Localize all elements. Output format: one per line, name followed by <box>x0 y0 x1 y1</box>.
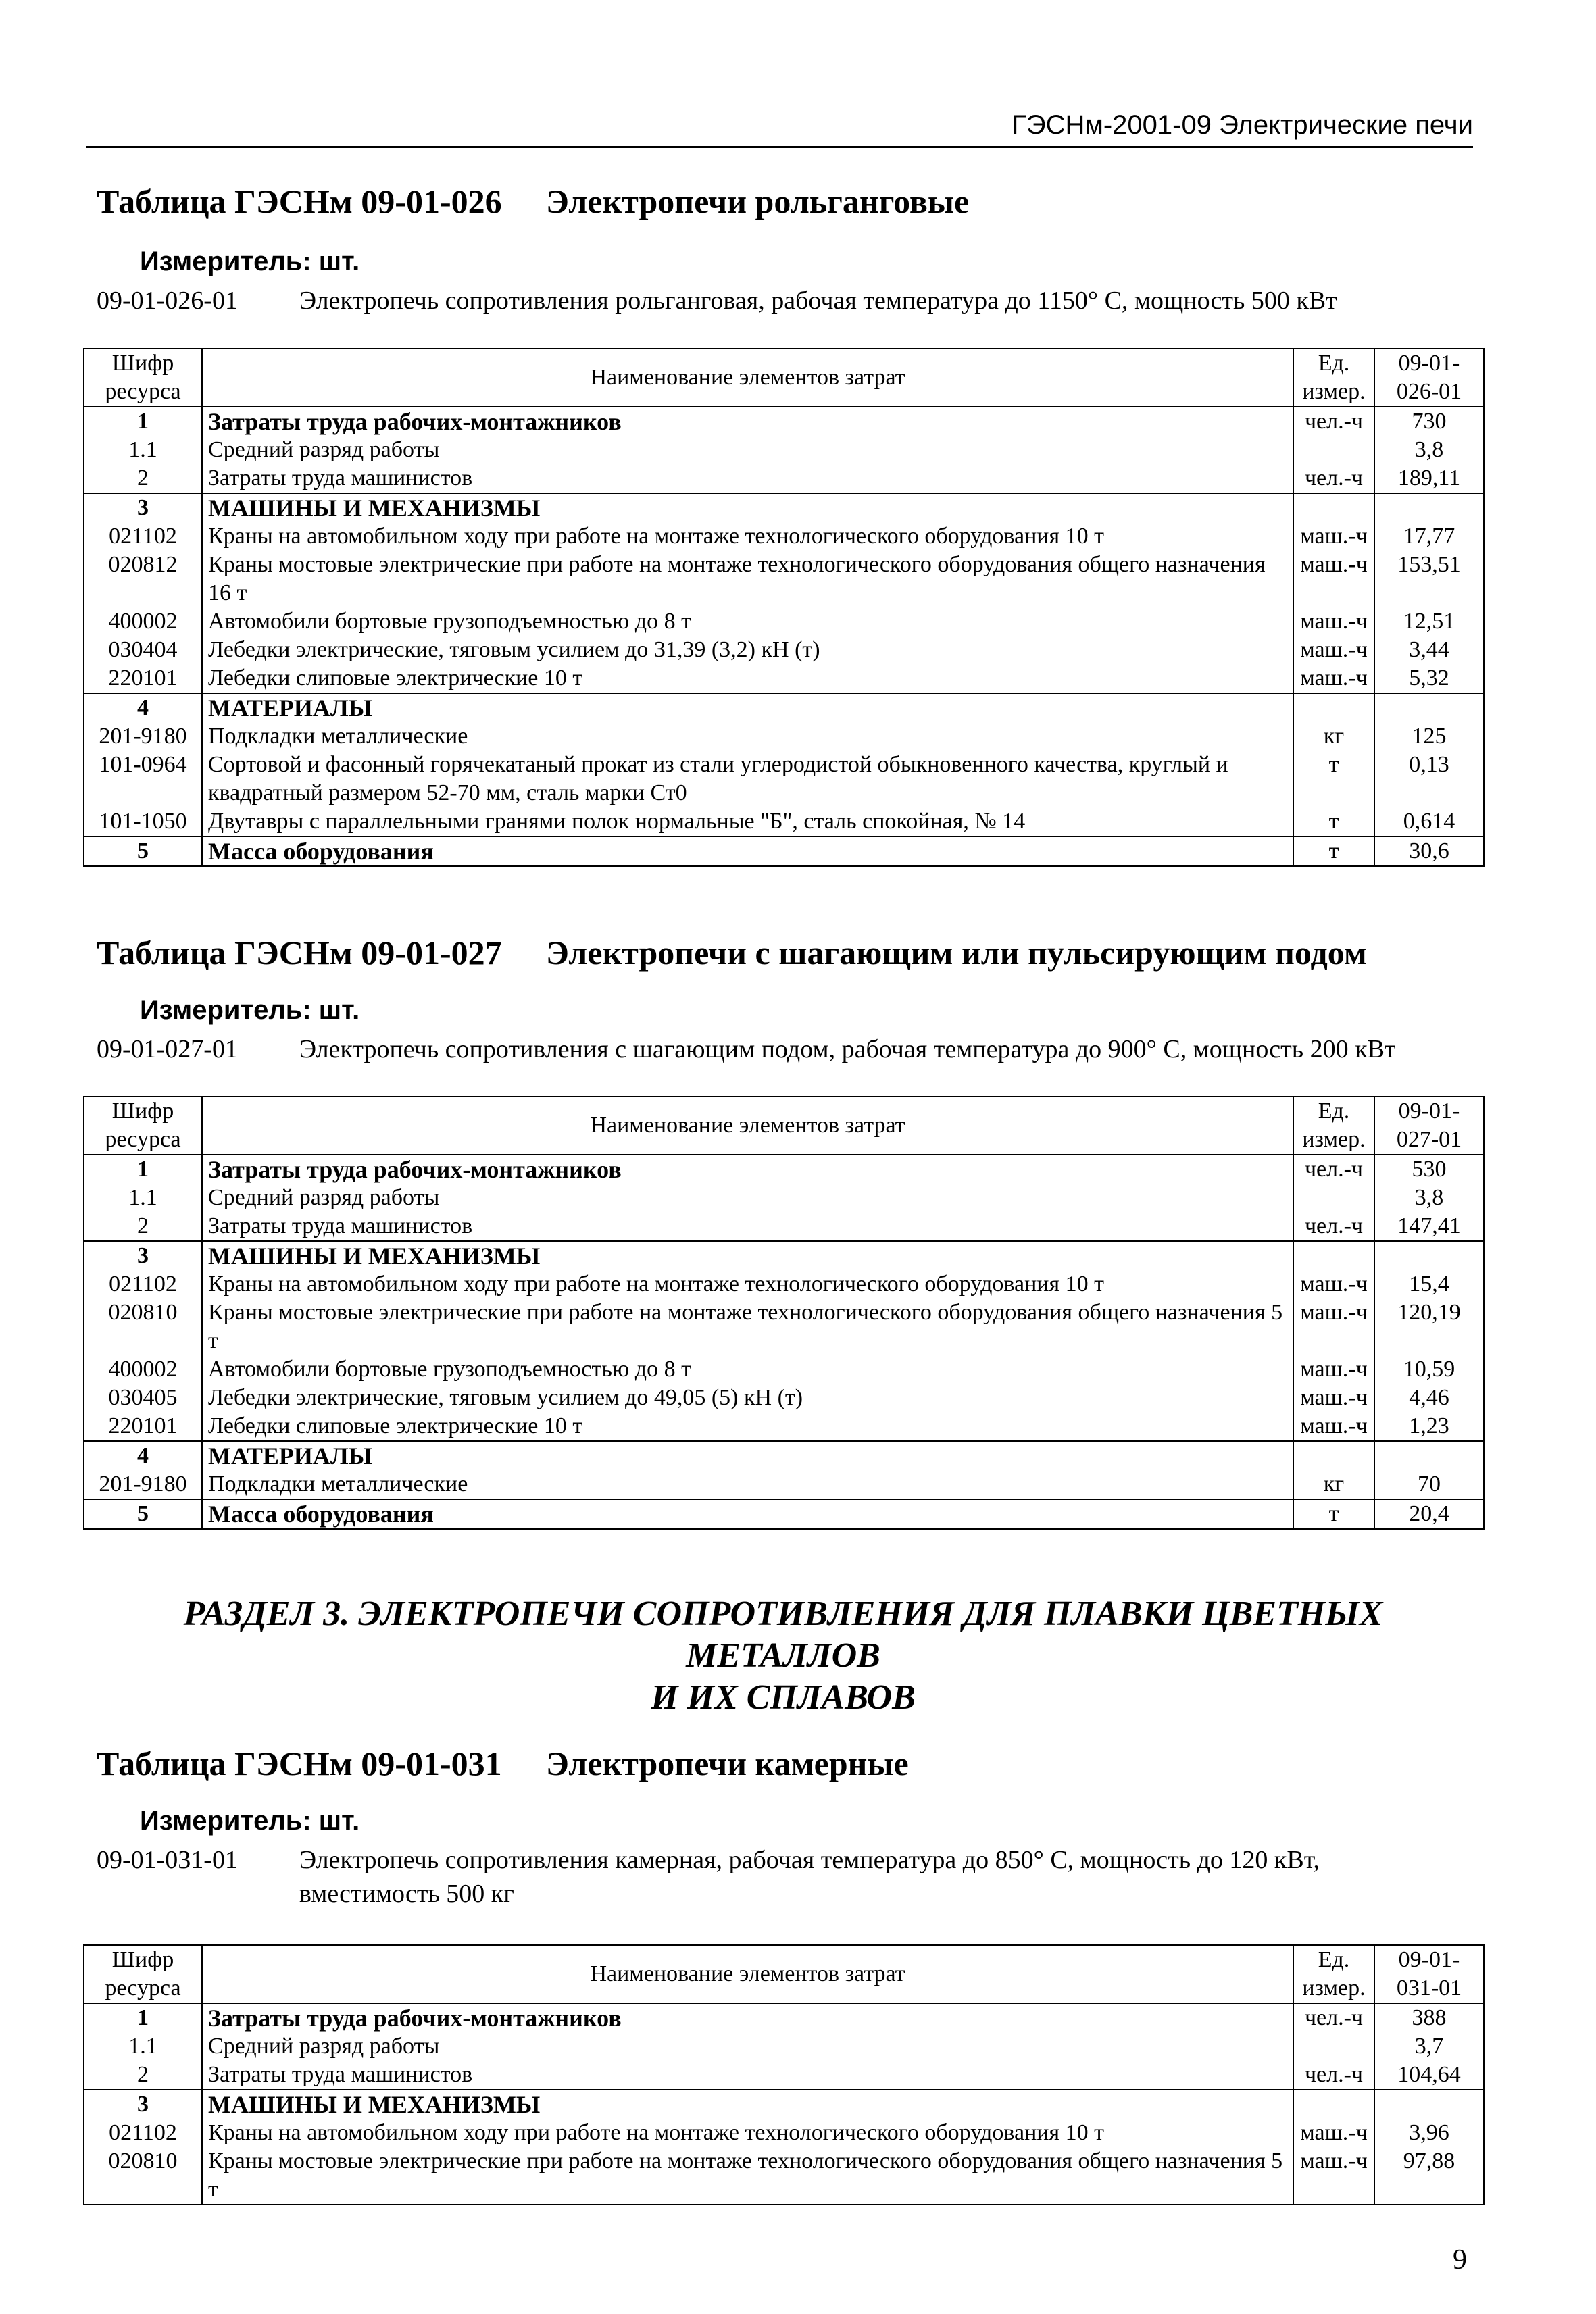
cell-code: 2 <box>84 1212 202 1241</box>
cell-code: 1.1 <box>84 1184 202 1212</box>
section-heading-line1: РАЗДЕЛ 3. ЭЛЕКТРОПЕЧИ СОПРОТИВЛЕНИЯ ДЛЯ ПЛАВКИ ЦВЕТНЫХ МЕТАЛЛОВ <box>183 1594 1383 1675</box>
cell-code: 030405 <box>84 1384 202 1412</box>
cell-code: 5 <box>84 1499 202 1529</box>
cell-unit: маш.-ч <box>1293 522 1374 551</box>
cell-value: 3,8 <box>1374 1184 1484 1212</box>
table-row <box>84 722 1484 751</box>
cell-name: Подкладки металлические <box>202 1470 1293 1499</box>
measure-unit: Измеритель: шт. <box>140 995 360 1025</box>
page-number: 9 <box>1453 2244 1467 2275</box>
cell-value: 0,614 <box>1374 807 1484 836</box>
cell-value: 1,23 <box>1374 1412 1484 1441</box>
cell-unit <box>1293 693 1374 722</box>
cell-value: 388 <box>1374 2003 1484 2032</box>
cell-code: 220101 <box>84 1412 202 1441</box>
cell-name: Автомобили бортовые грузоподъемностью до 8 т <box>202 1355 1293 1384</box>
cell-value: 12,51 <box>1374 607 1484 636</box>
cell-unit: чел.-ч <box>1293 407 1374 436</box>
cell-name: Масса оборудования <box>202 836 1293 866</box>
cell-value <box>1374 1441 1484 1470</box>
cell-unit: маш.-ч <box>1293 1355 1374 1384</box>
cell-code: 020810 <box>84 2147 202 2205</box>
cell-value: 15,4 <box>1374 1270 1484 1299</box>
table-row <box>84 1184 1484 1212</box>
cell-name: Масса оборудования <box>202 1499 1293 1529</box>
cell-name: Краны на автомобильном ходу при работе на монтаже технологического оборудования 10 т <box>202 1270 1293 1299</box>
header-name: Наименование элементов затрат <box>202 349 1293 407</box>
cell-value: 104,64 <box>1374 2061 1484 2090</box>
table-row <box>84 1412 1484 1441</box>
cell-code: 1 <box>84 2003 202 2032</box>
cell-name: Средний разряд работы <box>202 2032 1293 2061</box>
cell-name: Лебедки электрические, тяговым усилием до 49,05 (5) кН (т) <box>202 1384 1293 1412</box>
table-code: Таблица ГЭСНм 09-01-027 <box>97 934 502 972</box>
cell-name: Затраты труда рабочих-монтажников <box>202 407 1293 436</box>
norm-code: 09-01-027-01 <box>97 1035 238 1063</box>
table-name: Электропечи камерные <box>546 1744 909 1782</box>
cell-value: 153,51 <box>1374 551 1484 607</box>
cell-unit: т <box>1293 836 1374 866</box>
cell-code: 1 <box>84 1155 202 1184</box>
cell-value: 17,77 <box>1374 522 1484 551</box>
cell-code: 021102 <box>84 522 202 551</box>
cell-unit: кг <box>1293 1470 1374 1499</box>
header-name: Наименование элементов затрат <box>202 1097 1293 1155</box>
cell-unit: чел.-ч <box>1293 464 1374 493</box>
table-row <box>84 2032 1484 2061</box>
cell-unit: маш.-ч <box>1293 1270 1374 1299</box>
cell-value: 10,59 <box>1374 1355 1484 1384</box>
cell-value: 30,6 <box>1374 836 1484 866</box>
cell-code: 1 <box>84 407 202 436</box>
cell-code: 2 <box>84 464 202 493</box>
cell-name: Затраты труда машинистов <box>202 1212 1293 1241</box>
section-heading-line2: И ИХ СПЛАВОВ <box>651 1678 916 1717</box>
table-title-027 <box>97 932 1367 973</box>
table-row <box>84 1441 1484 1470</box>
norm-text: Электропечь сопротивления рольганговая, рабочая температура до 1150° С, мощность 500 кВт <box>299 286 1337 315</box>
cell-name: Краны мостовые электрические при работе на монтаже технологического оборудования общего назначения 5 т <box>202 2147 1293 2205</box>
cell-name: Краны мостовые электрические при работе на монтаже технологического оборудования общего назначения 5 т <box>202 1299 1293 1355</box>
table-code: Таблица ГЭСНм 09-01-031 <box>97 1744 502 1782</box>
cell-value: 5,32 <box>1374 664 1484 693</box>
cell-unit: маш.-ч <box>1293 664 1374 693</box>
table-row <box>84 493 1484 522</box>
cell-name: Затраты труда машинистов <box>202 2061 1293 2090</box>
cell-name: Краны на автомобильном ходу при работе на монтаже технологического оборудования 10 т <box>202 522 1293 551</box>
cell-unit: чел.-ч <box>1293 1212 1374 1241</box>
cell-unit: маш.-ч <box>1293 1299 1374 1355</box>
cell-code: 030404 <box>84 636 202 664</box>
cell-name: МАШИНЫ И МЕХАНИЗМЫ <box>202 1241 1293 1270</box>
cell-unit: маш.-ч <box>1293 1412 1374 1441</box>
cell-name: Лебедки слиповые электрические 10 т <box>202 664 1293 693</box>
table-code: Таблица ГЭСНм 09-01-026 <box>97 182 502 220</box>
header-norm: 09-01- 027-01 <box>1374 1097 1484 1155</box>
cell-value: 147,41 <box>1374 1212 1484 1241</box>
header-norm: 09-01- 026-01 <box>1374 349 1484 407</box>
cost-table-026 <box>83 348 1485 867</box>
cell-code: 201-9180 <box>84 1470 202 1499</box>
cell-name: МАТЕРИАЛЫ <box>202 693 1293 722</box>
cell-code: 101-1050 <box>84 807 202 836</box>
header-unit: Ед. измер. <box>1293 1097 1374 1155</box>
cell-name: Краны мостовые электрические при работе на монтаже технологического оборудования общего назначения 16 т <box>202 551 1293 607</box>
header-name: Наименование элементов затрат <box>202 1945 1293 2003</box>
cell-code: 3 <box>84 2090 202 2119</box>
cell-code: 201-9180 <box>84 722 202 751</box>
table-header-row <box>84 1097 1484 1155</box>
table-row <box>84 807 1484 836</box>
cell-unit <box>1293 2090 1374 2119</box>
measure-unit: Измеритель: шт. <box>140 1806 360 1836</box>
table-row <box>84 2147 1484 2205</box>
cell-unit: чел.-ч <box>1293 2003 1374 2032</box>
cell-value: 3,96 <box>1374 2119 1484 2147</box>
table-row <box>84 664 1484 693</box>
cell-code: 4 <box>84 1441 202 1470</box>
table-row <box>84 2090 1484 2119</box>
table-row <box>84 1241 1484 1270</box>
cell-unit: чел.-ч <box>1293 1155 1374 1184</box>
cell-value: 530 <box>1374 1155 1484 1184</box>
cell-name: Автомобили бортовые грузоподъемностью до 8 т <box>202 607 1293 636</box>
cell-value: 730 <box>1374 407 1484 436</box>
cell-name: МАШИНЫ И МЕХАНИЗМЫ <box>202 2090 1293 2119</box>
cell-value: 120,19 <box>1374 1299 1484 1355</box>
table-name: Электропечи рольганговые <box>546 182 970 220</box>
cell-unit: т <box>1293 1499 1374 1529</box>
table-header-row <box>84 1945 1484 2003</box>
table-row <box>84 2119 1484 2147</box>
cell-name: Затраты труда машинистов <box>202 464 1293 493</box>
header-code: Шифр ресурса <box>84 349 202 407</box>
cell-value: 125 <box>1374 722 1484 751</box>
cell-unit: кг <box>1293 722 1374 751</box>
cell-name: Двутавры с параллельными гранями полок нормальные "Б", сталь спокойная, № 14 <box>202 807 1293 836</box>
cell-unit: маш.-ч <box>1293 2147 1374 2205</box>
running-header: ГЭСНм-2001-09 Электрические печи <box>86 108 1473 148</box>
header-norm: 09-01- 031-01 <box>1374 1945 1484 2003</box>
measure-unit: Измеритель: шт. <box>140 247 360 276</box>
table-row <box>84 464 1484 493</box>
cell-value <box>1374 493 1484 522</box>
cell-unit: маш.-ч <box>1293 1384 1374 1412</box>
cell-value: 4,46 <box>1374 1384 1484 1412</box>
table-title-031 <box>97 1743 909 1784</box>
cell-code: 1.1 <box>84 2032 202 2061</box>
cell-code: 3 <box>84 1241 202 1270</box>
cell-name: Затраты труда рабочих-монтажников <box>202 2003 1293 2032</box>
cell-value: 189,11 <box>1374 464 1484 493</box>
table-header-row <box>84 349 1484 407</box>
cell-code: 101-0964 <box>84 751 202 807</box>
cell-value: 3,44 <box>1374 636 1484 664</box>
norm-code: 09-01-026-01 <box>97 286 238 315</box>
table-row <box>84 636 1484 664</box>
cell-code: 400002 <box>84 607 202 636</box>
header-code: Шифр ресурса <box>84 1945 202 2003</box>
cell-unit <box>1293 1441 1374 1470</box>
cell-value <box>1374 1241 1484 1270</box>
table-row <box>84 1355 1484 1384</box>
norm-code: 09-01-031-01 <box>97 1846 238 1874</box>
cell-code: 3 <box>84 493 202 522</box>
cell-unit: маш.-ч <box>1293 636 1374 664</box>
table-row <box>84 1270 1484 1299</box>
cell-name: Лебедки слиповые электрические 10 т <box>202 1412 1293 1441</box>
cell-value: 3,7 <box>1374 2032 1484 2061</box>
section-heading <box>83 1593 1483 1719</box>
cell-name: МАШИНЫ И МЕХАНИЗМЫ <box>202 493 1293 522</box>
cell-name: Средний разряд работы <box>202 436 1293 464</box>
cell-value <box>1374 693 1484 722</box>
cell-name: Сортовой и фасонный горячекатаный прокат из стали углеродистой обыкновенного качества, круглый и квадратный размером 52-70 мм, сталь марки Ст0 <box>202 751 1293 807</box>
cell-unit <box>1293 493 1374 522</box>
header-unit: Ед. измер. <box>1293 1945 1374 2003</box>
cell-unit: маш.-ч <box>1293 607 1374 636</box>
cell-unit <box>1293 1241 1374 1270</box>
cell-code: 2 <box>84 2061 202 2090</box>
table-row <box>84 1299 1484 1355</box>
table-row <box>84 1499 1484 1529</box>
table-row <box>84 551 1484 607</box>
table-row <box>84 1212 1484 1241</box>
cell-name: Лебедки электрические, тяговым усилием до 31,39 (3,2) кН (т) <box>202 636 1293 664</box>
cell-unit <box>1293 2032 1374 2061</box>
cell-name: Затраты труда рабочих-монтажников <box>202 1155 1293 1184</box>
cell-value: 97,88 <box>1374 2147 1484 2205</box>
table-row <box>84 436 1484 464</box>
cell-code: 020810 <box>84 1299 202 1355</box>
table-row <box>84 1155 1484 1184</box>
table-name: Электропечи с шагающим или пульсирующим подом <box>546 934 1367 972</box>
cell-name: Краны на автомобильном ходу при работе на монтаже технологического оборудования 10 т <box>202 2119 1293 2147</box>
table-row <box>84 836 1484 866</box>
cell-unit <box>1293 1184 1374 1212</box>
cell-value: 20,4 <box>1374 1499 1484 1529</box>
cell-name: Подкладки металлические <box>202 722 1293 751</box>
table-row <box>84 693 1484 722</box>
cell-unit <box>1293 436 1374 464</box>
norm-text: Электропечь сопротивления камерная, рабочая температура до 850° С, мощность до 120 кВт, вместимость 500 кг <box>299 1846 1320 1908</box>
table-row <box>84 607 1484 636</box>
table-row <box>84 751 1484 807</box>
norm-text: Электропечь сопротивления с шагающим подом, рабочая температура до 900° С, мощность 200 кВт <box>299 1035 1396 1063</box>
cell-code: 020812 <box>84 551 202 607</box>
cell-code: 5 <box>84 836 202 866</box>
header-code: Шифр ресурса <box>84 1097 202 1155</box>
cell-code: 220101 <box>84 664 202 693</box>
cell-unit: т <box>1293 751 1374 807</box>
cell-unit: маш.-ч <box>1293 2119 1374 2147</box>
table-row <box>84 1470 1484 1499</box>
cell-code: 4 <box>84 693 202 722</box>
cell-value: 0,13 <box>1374 751 1484 807</box>
cell-unit: маш.-ч <box>1293 551 1374 607</box>
cell-value: 70 <box>1374 1470 1484 1499</box>
cell-name: МАТЕРИАЛЫ <box>202 1441 1293 1470</box>
table-row <box>84 2061 1484 2090</box>
cell-code: 021102 <box>84 2119 202 2147</box>
cell-name: Средний разряд работы <box>202 1184 1293 1212</box>
cost-table-027 <box>83 1096 1485 1530</box>
cell-value: 3,8 <box>1374 436 1484 464</box>
table-row <box>84 2003 1484 2032</box>
header-unit: Ед. измер. <box>1293 349 1374 407</box>
cell-unit: т <box>1293 807 1374 836</box>
cell-code: 400002 <box>84 1355 202 1384</box>
table-row <box>84 522 1484 551</box>
cost-table-031 <box>83 1944 1485 2205</box>
table-row <box>84 407 1484 436</box>
cell-code: 021102 <box>84 1270 202 1299</box>
cell-value <box>1374 2090 1484 2119</box>
table-title-026 <box>97 181 969 222</box>
cell-code: 1.1 <box>84 436 202 464</box>
table-row <box>84 1384 1484 1412</box>
cell-unit: чел.-ч <box>1293 2061 1374 2090</box>
